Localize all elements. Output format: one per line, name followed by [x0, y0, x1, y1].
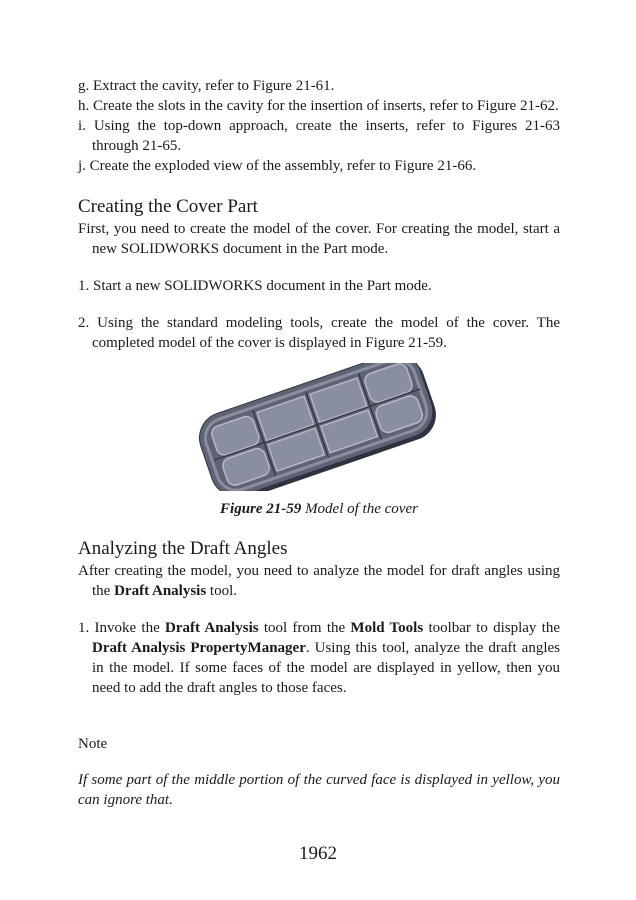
list-text: Create the slots in the cavity for the insertion of inserts, refer to Figure 21-62.: [93, 98, 559, 114]
text-run: tool from the: [258, 620, 351, 636]
step-invoke-draft-analysis: [78, 618, 560, 698]
list-item-h: [78, 96, 560, 116]
note-text: If some part of the middle portion of the curved face is displayed in yellow, you can ignore that.: [78, 772, 560, 808]
list-marker: g.: [78, 78, 90, 94]
list-marker: h.: [78, 98, 90, 114]
paragraph-intro: First, you need to create the model of the cover. For creating the model, start a new SOLIDWORKS document in the Part mode.: [78, 221, 560, 257]
text-bold: Draft Analysis PropertyManager: [92, 640, 306, 656]
text-run: 1. Invoke the: [78, 620, 165, 636]
text-run: . Using this tool, analyze the draft angles in the model. If some faces of the model are displayed in yellow, then you need to add the draft angles to those faces.: [92, 640, 561, 696]
list-text: Using the top-down approach, create the inserts, refer to Figures 21-63 through 21-65.: [92, 118, 561, 154]
text-run: toolbar to display the: [423, 620, 560, 636]
cover-model-illustration: [189, 363, 449, 491]
text-bold: Mold Tools: [350, 620, 424, 636]
note-label: Note: [78, 736, 108, 752]
list-item-g: [78, 76, 560, 96]
figure-label: Figure 21-59: [220, 501, 302, 517]
page-content: [78, 76, 560, 810]
page-number: 1962: [299, 843, 337, 864]
section-heading-analyzing-draft: Analyzing the Draft Angles: [78, 538, 288, 559]
figure-caption: [78, 499, 560, 519]
paragraph-analyze-intro: [78, 561, 560, 601]
text-run: tool.: [206, 583, 238, 599]
figure-caption-text: Model of the cover: [301, 501, 418, 517]
list-item-i: [78, 116, 560, 156]
list-item-j: [78, 156, 560, 176]
step-1: 1. Start a new SOLIDWORKS document in the Part mode.: [78, 278, 432, 294]
list-marker: i.: [78, 118, 86, 134]
list-text: Create the exploded view of the assembly, refer to Figure 21-66.: [89, 158, 477, 174]
list-text: Extract the cavity, refer to Figure 21-61.: [93, 78, 335, 94]
text-bold: Draft Analysis: [114, 583, 207, 599]
section-heading-creating-cover: Creating the Cover Part: [78, 196, 258, 217]
text-run: After creating the model, you need to analyze the model for draft angles using the: [78, 563, 560, 599]
figure-model-of-cover: [78, 363, 560, 491]
step-2: 2. Using the standard modeling tools, create the model of the cover. The completed model of the cover is displayed in Figure 21-59.: [78, 315, 560, 351]
text-bold: Draft Analysis: [164, 620, 259, 636]
list-marker: j.: [78, 158, 86, 174]
